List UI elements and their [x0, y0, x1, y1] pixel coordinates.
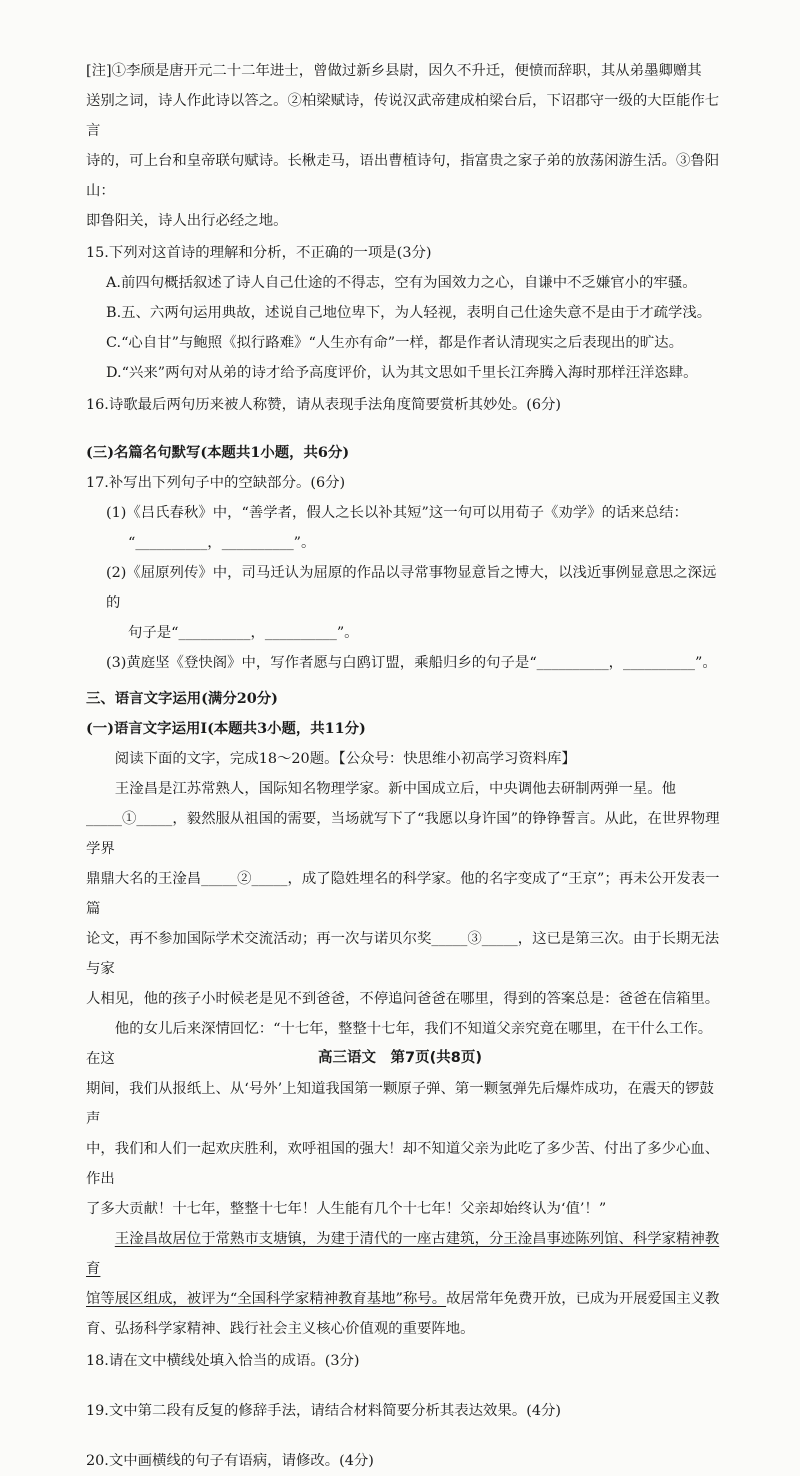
underlined-sentence: 王淦昌故居位于常熟市支塘镇，为建于清代的一座古建筑，分王淦昌事迹陈列馆、科学家精神教育: [86, 1231, 720, 1277]
q17-item-3: (3)黄庭坚《登快阁》中，写作者愿与白鸥订盟，乘船归乡的句子是“__________，__________”。: [106, 655, 717, 671]
poem-notes: [86, 56, 724, 236]
note-line: 即鲁阳关，诗人出行必经之地。: [86, 213, 288, 229]
section-heading-dictation: (三)名篇名句默写(本题共1小题，共6分): [86, 444, 350, 461]
option-b: B.五、六两句运用典故，述说自己地位卑下，为人轻视，表明自己仕途失意不是由于才疏学浅。: [106, 305, 712, 321]
section-heading-language-1: (一)语言文字运用Ⅰ(本题共3小题，共11分): [86, 720, 366, 737]
passage-line: 论文，再不参加国际学术交流活动；再一次与诺贝尔奖_____③_____，这已是第三次。由于长期无法与家: [86, 931, 720, 977]
question-18: 18.请在文中横线处填入恰当的成语。(3分): [86, 1353, 360, 1369]
q17-item-1-blanks: “__________，__________”。: [128, 535, 316, 551]
passage-line: 鼎鼎大名的王淦昌_____②_____，成了隐姓埋名的科学家。他的名字变成了“王京”；再未公开发表一篇: [86, 871, 720, 917]
note-line: 送别之词，诗人作此诗以答之。②柏梁赋诗，传说汉武帝建成柏梁台后，下诏郡守一级的大臣能作七言: [86, 93, 720, 139]
question-20: 20.文中画横线的句子有语病，请修改。(4分): [86, 1453, 374, 1469]
passage-line: 人相见，他的孩子小时候老是见不到爸爸，不停追问爸爸在哪里，得到的答案总是：爸爸在信箱里。: [86, 991, 720, 1007]
question-19: 19.文中第二段有反复的修辞手法，请结合材料简要分析其表达效果。(4分): [86, 1403, 561, 1419]
question-17: [86, 468, 724, 678]
option-a: A.前四句概括叙述了诗人自己仕途的不得志，空有为国效力之心，自谦中不乏嫌官小的牢骚。: [106, 275, 697, 291]
option-d: D.“兴来”两句对从弟的诗才给予高度评价，认为其文思如千里长江奔腾入海时那样汪洋恣肆。: [106, 365, 698, 381]
part-heading-language: 三、语言文字运用(满分20分): [86, 690, 278, 707]
question-15: [86, 238, 724, 388]
question-17-stem: 17.补写出下列句子中的空缺部分。(6分): [86, 475, 346, 491]
passage-line: 期间，我们从报纸上、从‘号外’上知道我国第一颗原子弹、第一颗氢弹先后爆炸成功，在震天的锣鼓声: [86, 1081, 714, 1127]
passage-line: _____①_____，毅然服从祖国的需要，当场就写下了“我愿以身许国”的铮铮誓言。从此，在世界物理学界: [86, 811, 720, 857]
passage-line: 他的女儿后来深情回忆：“十七年，整整十七年，我们不知道父亲究竟在哪里，在干什么工作。在这: [86, 1021, 713, 1067]
q17-item-2-blanks: 句子是“__________，__________”。: [128, 625, 359, 641]
passage-line: 中，我们和人们一起欢庆胜利，欢呼祖国的强大！却不知道父亲为此吃了多少苦、付出了多少心血、作出: [86, 1141, 720, 1187]
reading-lead: 阅读下面的文字，完成18～20题。【公众号：快思维小初高学习资料库】: [114, 751, 576, 767]
page-footer: 高三语文 第7页(共8页): [318, 1050, 482, 1066]
q17-item-2: (2)《屈原列传》中，司马迁认为屈原的作品以寻常事物显意旨之博大，以浅近事例显意思之深远的: [106, 565, 717, 611]
question-16: 16.诗歌最后两句历来被人称赞，请从表现手法角度简要赏析其妙处。(6分): [86, 397, 561, 413]
note-line: [注]①李颀是唐开元二十二年进士，曾做过新乡县尉，因久不升迁，便愤而辞职，其从弟墨卿赠其: [86, 63, 702, 79]
question-15-stem: 15.下列对这首诗的理解和分析，不正确的一项是(3分): [86, 245, 432, 261]
q17-item-1: (1)《吕氏春秋》中，“善学者，假人之长以补其短”这一句可以用荀子《劝学》的话来总结：: [106, 505, 688, 521]
passage-line: 王淦昌是江苏常熟人，国际知名物理学家。新中国成立后，中央调他去研制两弹一星。他: [114, 781, 677, 797]
option-c: C.“心自甘”与鲍照《拟行路难》“人生亦有命”一样，都是作者认清现实之后表现出的旷达。: [106, 335, 683, 351]
passage-line: 了多大贡献！十七年，整整十七年！人生能有几个十七年！父亲却始终认为‘值’！”: [86, 1201, 607, 1217]
passage-line: [86, 1284, 724, 1314]
passage-line-rest: 故居常年免费开放，已成为开展爱国主义教: [446, 1291, 720, 1307]
passage-line: 育、弘扬科学家精神、践行社会主义核心价值观的重要阵地。: [86, 1321, 475, 1337]
underlined-sentence-end: 馆等展区组成，被评为“全国科学家精神教育基地”称号。: [86, 1291, 447, 1307]
note-line: 诗的，可上台和皇帝联句赋诗。长楸走马，语出曹植诗句，指富贵之家子弟的放荡闲游生活。③鲁阳山：: [86, 153, 720, 199]
